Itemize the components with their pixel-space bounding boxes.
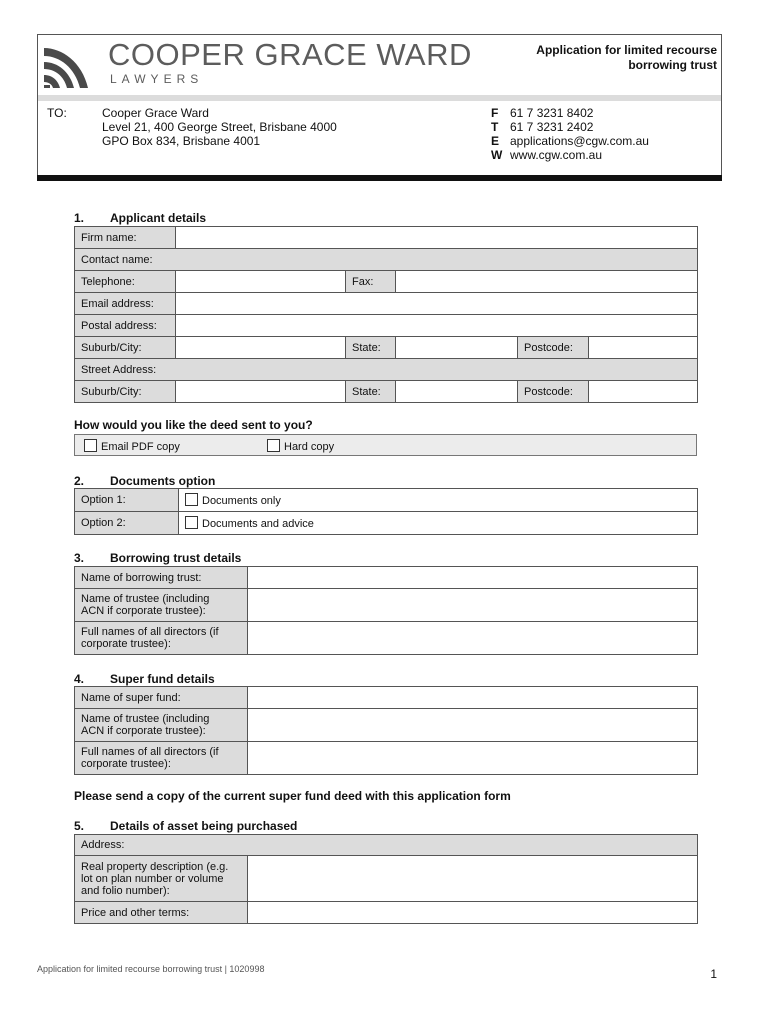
contact-value: www.cgw.com.au [510,148,603,162]
label-line: ACN if corporate trustee): [81,605,206,617]
brand-name: COOPER GRACE WARD [108,37,472,72]
letterhead-band [38,95,721,101]
page-number: 1 [710,967,717,981]
cgw-logo-icon [42,40,94,92]
documents-only-option[interactable] [179,489,698,512]
street-postcode-label: Postcode: [518,381,589,403]
super-fund-table [74,686,698,775]
postal-suburb-field[interactable] [176,337,346,359]
letterhead-bottom-rule [37,175,722,181]
postal-state-label: State: [346,337,396,359]
super-fund-trustee-label [75,709,248,742]
contact-value: applications@cgw.com.au [510,134,649,148]
contact-name-label: Contact name: [81,253,153,266]
street-suburb-label: Suburb/City: [75,381,176,403]
email-field[interactable] [176,293,698,315]
section-5-title [74,819,297,833]
postal-state-field[interactable] [396,337,518,359]
document-title-line: borrowing trust [628,58,717,72]
fax-label: Fax: [346,271,396,293]
section-number: 1. [74,211,85,225]
section-title-text: Details of asset being purchased [110,819,298,833]
label-line: Full names of all directors (if [81,746,219,758]
borrowing-directors-label [75,622,248,655]
borrowing-trust-name-label: Name of borrowing trust: [75,567,248,589]
street-address-label: Street Address: [81,363,157,376]
borrowing-trustee-field[interactable] [248,589,698,622]
section-2-title [74,474,215,488]
documents-and-advice-label: Documents and advice [202,518,314,530]
contact-website [491,148,649,162]
address-line: Level 21, 400 George Street, Brisbane 4000 [102,120,337,134]
postal-postcode-label: Postcode: [518,337,589,359]
super-fund-directors-field[interactable] [248,742,698,775]
asset-address-field[interactable] [75,835,698,856]
contact-details [491,106,649,162]
section-1-title [74,211,206,225]
contact-telephone [491,120,649,134]
applicant-details-table [74,226,698,403]
fax-field[interactable] [396,271,698,293]
super-fund-name-label: Name of super fund: [75,687,248,709]
postal-address-field[interactable] [176,315,698,337]
hard-copy-label: Hard copy [284,441,335,453]
super-fund-deed-note: Please send a copy of the current super fund deed with this application form [74,789,511,803]
documents-only-checkbox[interactable] [185,493,198,506]
label-line: Full names of all directors (if [81,626,219,638]
borrowing-directors-field[interactable] [248,622,698,655]
option-1-label: Option 1: [75,489,179,512]
section-title-text: Applicant details [110,211,207,225]
address-line: GPO Box 834, Brisbane 4001 [102,134,261,148]
email-pdf-label: Email PDF copy [101,441,180,453]
contact-fax [491,106,649,120]
deed-delivery-question: How would you like the deed sent to you? [74,418,313,432]
section-title-text: Documents option [110,474,216,488]
asset-address-label: Address: [81,839,125,851]
label-line: Real property description (e.g. [81,860,229,873]
hard-copy-checkbox[interactable] [267,439,280,452]
hard-copy-option[interactable] [267,439,334,453]
street-state-field[interactable] [396,381,518,403]
section-number: 4. [74,672,85,686]
property-description-label [75,856,248,902]
firm-name-label: Firm name: [75,227,176,249]
section-number: 3. [74,551,85,565]
documents-only-label: Documents only [202,495,281,507]
contact-email [491,134,649,148]
telephone-label: Telephone: [75,271,176,293]
street-postcode-field[interactable] [589,381,698,403]
super-fund-trustee-field[interactable] [248,709,698,742]
to-label: TO: [47,106,67,120]
section-title-text: Borrowing trust details [110,551,242,565]
postal-postcode-field[interactable] [589,337,698,359]
brand-subtitle: LAWYERS [110,72,204,86]
document-title-line: Application for limited recourse [536,43,717,57]
documents-and-advice-option[interactable] [179,512,698,535]
email-pdf-checkbox[interactable] [84,439,97,452]
borrowing-trust-name-field[interactable] [248,567,698,589]
contact-key: E [491,134,500,148]
price-terms-field[interactable] [248,902,698,924]
asset-details-table [74,834,698,924]
address-line: Cooper Grace Ward [102,106,209,120]
label-line: corporate trustee): [81,638,171,650]
postal-address-label: Postal address: [75,315,176,337]
contact-name-field[interactable] [75,249,698,271]
label-line: ACN if corporate trustee): [81,725,206,737]
deed-delivery-options [74,434,697,456]
section-3-title [74,551,241,565]
section-number: 2. [74,474,85,488]
price-terms-label: Price and other terms: [75,902,248,924]
label-line: Name of trustee (including [81,713,210,725]
document-title [487,43,717,73]
firm-name-field[interactable] [176,227,698,249]
label-line: Name of trustee (including [81,593,210,605]
contact-value: 61 7 3231 2402 [510,120,594,134]
super-fund-directors-label [75,742,248,775]
property-description-field[interactable] [248,856,698,902]
recipient-address [102,106,337,148]
option-2-label: Option 2: [75,512,179,535]
label-line: and folio number): [81,884,170,897]
documents-and-advice-checkbox[interactable] [185,516,198,529]
contact-value: 61 7 3231 8402 [510,106,594,120]
borrowing-trustee-label [75,589,248,622]
postal-suburb-label: Suburb/City: [75,337,176,359]
email-pdf-option[interactable] [84,439,180,453]
section-number: 5. [74,819,85,833]
street-suburb-field[interactable] [176,381,346,403]
label-line: lot on plan number or volume [81,872,224,885]
telephone-field[interactable] [176,271,346,293]
street-address-field[interactable] [75,359,698,381]
documents-option-table [74,488,698,535]
contact-key: W [491,148,503,162]
super-fund-name-field[interactable] [248,687,698,709]
contact-key: T [491,120,499,134]
footer-reference: Application for limited recourse borrowing trust | 1020998 [37,964,265,974]
street-state-label: State: [346,381,396,403]
label-line: corporate trustee): [81,758,171,770]
borrowing-trust-table [74,566,698,655]
contact-key: F [491,106,499,120]
section-title-text: Super fund details [110,672,215,686]
section-4-title [74,672,215,686]
email-label: Email address: [75,293,176,315]
